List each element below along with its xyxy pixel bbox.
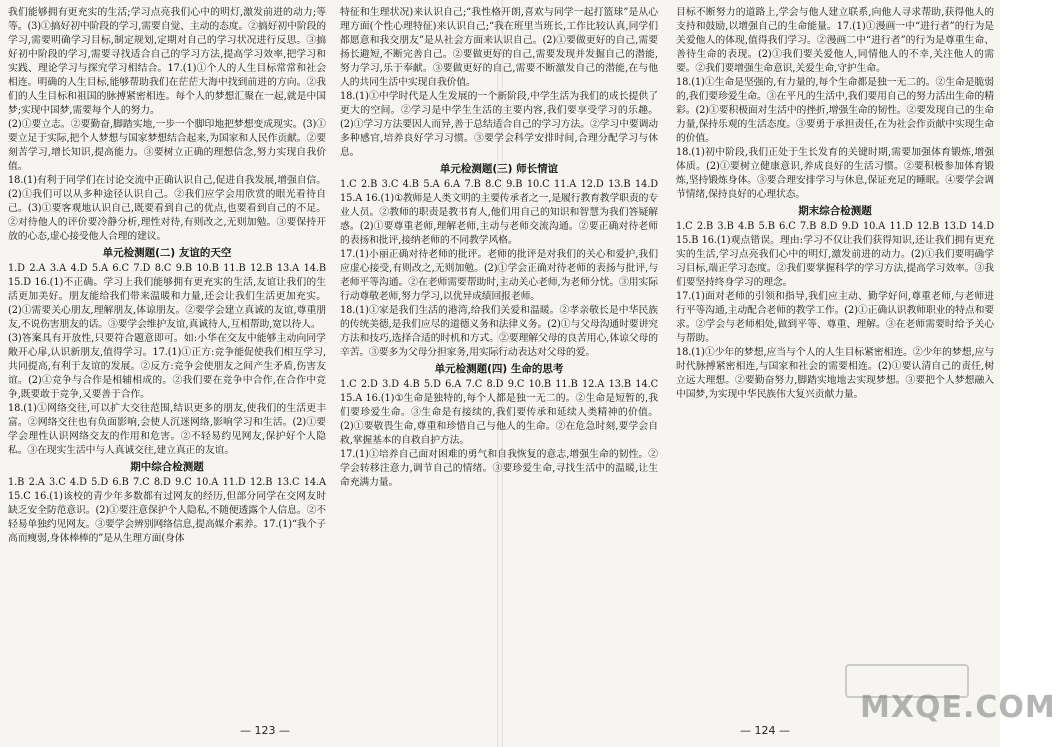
answer-paragraph: (3)答案具有开放性,只要符合题意即可。如:小华在交友中能够主动向同学敞开心扉,认识新朋友,值得学习。17.(1)①正方:竞争能促使我们相互学习,共同提高,有利于友谊的发展。②反方:竞争会使朋友之间产生矛盾,伤害友谊。(2)①竞争与合作是相辅相成的。②我们要在竞争中合作,在合作中竞争,既要敢于竞争,又要善于合作。 [8, 333, 326, 400]
right-page-column [676, 6, 994, 718]
middle-column [340, 6, 658, 718]
answer-paragraph: 18.(1)①少年的梦想,应当与个人的人生目标紧密相连。②少年的梦想,应与时代脉搏紧密相连,与国家和社会的需要相连。(2)①要认清自己的责任,树立远大理想。②要勤奋努力,脚踏实地地去实现梦想。③要把个人梦想融入中国梦,为实现中华民族伟大复兴贡献力量。 [676, 347, 994, 400]
answer-paragraph: 我们能够拥有更充实的生活;学习点亮我们心中的明灯,激发前进的动力;等等。(3)①搞好初中阶段的学习,需要自觉、主动的态度。②搞好初中阶段的学习,需要明确学习目标,制定规划,定期对自己的学习状况进行反思。③搞好初中阶段的学习,需要寻找适合自己的学习方法,提高学习效率,把学习和实践、理论学习与探究学习相结合。17.(1)①个人的人生目标常常和社会相连。明确的人生目标,能够帮助我们在茫茫大海中找到前进的方向。②我们的人生目标和祖国的脉搏紧密相连。每个人的梦想汇聚在一起,就是中国梦;实现中国梦,需要每个人的努力。 [8, 7, 326, 116]
answer-paragraph: 18.(1)初中阶段,我们正处于生长发育的关键时期,需要加强体育锻炼,增强体质。(2)①要树立健康意识,养成良好的生活习惯。②要积极参加体育锻炼,坚持锻炼身体。③要合理安排学习与休息,保证充足的睡眠。④要学会调节情绪,保持良好的心理状态。 [676, 147, 994, 200]
section-heading: 单元检测题(三) 师长情谊 [439, 163, 559, 175]
section-heading: 单元检测题(四) 生命的思考 [434, 363, 564, 375]
answer-paragraph: 18.(1)①生命是坚强的,有力量的,每个生命都是独一无二的。②生命是脆弱的,我们要珍爱生命。③在平凡的生活中,我们要用自己的努力活出生命的精彩。(2)①要积极面对生活中的挫折,增强生命的韧性。②要发现自己的生命力量,保持乐观的生活态度。③要勇于承担责任,在为社会作贡献中实现生命的价值。 [676, 77, 994, 144]
answer-paragraph: 1.C 2.D 3.D 4.B 5.D 6.A 7.C 8.D 9.C 10.B 11.B 12.A 13.B 14.C 15.A 16.(1)①生命是独特的,每个人都是独一无二的。②生命是短暂的,我们要珍爱生命。③生命是有接续的,我们要传承和延续人类精神的价值。(2)①要敬畏生命,尊重和珍惜自己与他人的生命。②在危急时刻,要学会自救,掌握基本的自救自护方法。 [340, 379, 658, 446]
answer-paragraph: 18.(1)①家是我们生活的港湾,给我们关爱和温暖。②孝亲敬长是中华民族的传统美德,是我们应尽的道德义务和法律义务。(2)①与父母沟通时要讲究方法和技巧,选择合适的时机和方式。②要理解父母的良苦用心,体谅父母的辛苦。③要多为父母分担家务,用实际行动表达对父母的爱。 [340, 305, 658, 358]
section-heading: 期末综合检测题 [798, 205, 872, 217]
answer-paragraph: 目标不断努力的道路上,学会与他人建立联系,向他人寻求帮助,获得他人的支持和鼓励,以增强自己的生命能量。17.(1)①漫画一中“进行者”的行为是关爱他人的体现,值得我们学习。②漫画二中“进行者”的行为是尊重生命、善待生命的表现。(2)①我们要关爱他人,同情他人的不幸,关注他人的需要。②我们要增强生命意识,关爱生命,守护生命。 [676, 7, 994, 74]
answer-paragraph: 1.C 2.B 3.B 4.B 5.B 6.C 7.B 8.D 9.D 10.A 11.D 12.B 13.D 14.D 15.B 16.(1)观点错误。理由:学习不仅让我们获得知识,还让我们拥有更充实的生活,学习点亮我们心中的明灯,激发前进的动力。(2)①我们要明确学习目标,端正学习态度。②我们要掌握科学的学习方法,提高学习效率。③我们要坚持终身学习的理念。 [676, 221, 994, 288]
answer-paragraph: 18.(1)①网络交往,可以扩大交往范围,结识更多的朋友,使我们的生活更丰富。②网络交往也有负面影响,会使人沉迷网络,影响学习和生活。(2)①要学会理性认识网络交友的作用和危害。②不轻易约见网友,保护好个人隐私。③在现实生活中与人真诚交往,建立真正的友谊。 [8, 403, 326, 456]
answer-paragraph: 1.C 2.B 3.C 4.B 5.A 6.A 7.B 8.C 9.B 10.C 11.A 12.D 13.B 14.D 15.A 16.(1)①教师是人类文明的主要传承者之一,是履行教育教学职责的专业人员。②教师的职责是教书育人,他们用自己的知识和智慧为我们答疑解惑。(2)①要尊重老师,理解老师,主动与老师交流沟通。②要正确对待老师的表扬和批评,接纳老师的不同教学风格。 [340, 179, 658, 246]
answer-paragraph: 18.(1)①中学时代是人生发展的一个新阶段,中学生活为我们的成长提供了更大的空间。②学习是中学生生活的主要内容,我们要享受学习的乐趣。(2)①学习方法要因人而异,善于总结适合自己的学习方法。②学习中要调动多种感官,培养良好学习习惯。③要学会科学安排时间,合理分配学习与休息。 [340, 91, 658, 158]
section-heading: 单元检测题(二) 友谊的天空 [102, 247, 232, 259]
answer-paragraph: 特征和生理状况)来认识自己;“我性格开朗,喜欢与同学一起打篮球”是从心理方面(个性心理特征)来认识自己;“我在班里当班长,工作比较认真,同学们都愿意和我交朋友”是从社会方面来认识自己。(2)①要做更好的自己,需要扬长避短,不断完善自己。②要做更好的自己,需要发现并发掘自己的潜能,努力学习,乐于奉献。③要做更好的自己,需要不断激发自己的潜能,在与他人的共同生活中实现自我价值。 [340, 7, 658, 88]
section-heading: 期中综合检测题 [130, 461, 204, 473]
answer-paragraph: (2)①要立志。②要勤奋,脚踏实地,一步一个脚印地把梦想变成现实。(3)①要立足于实际,把个人梦想与国家梦想结合起来,为国家和人民作贡献。②要刻苦学习,增长知识,提高能力。③要树立正确的理想信念,努力实现自我价值。 [8, 119, 326, 172]
answer-paragraph: 17.(1)小丽正确对待老师的批评。老师的批评是对我们的关心和爱护,我们应虚心接受,有则改之,无则加勉。(2)①学会正确对待老师的表扬与批评,与老师平等沟通。②在老师需要帮助时,主动关心老师,为老师分忧。③用实际行动尊敬老师,努力学习,以优异成绩回报老师。 [340, 249, 658, 302]
answer-paragraph: 18.(1)有利于同学们在讨论交流中正确认识自己,促进自我发展,增强自信。(2)①我们可以从多种途径认识自己。②我们应学会用欣赏的眼光看待自己。(3)①要客观地认识自己,既要看到自己的优点,也要看到自己的不足。②对待他人的评价要冷静分析,理性对待,有则改之,无则加勉。③要保持开放的心态,虚心接受他人合理的建议。 [8, 175, 326, 242]
page-number-right: — 124 — [740, 724, 790, 737]
left-page-column [8, 6, 326, 718]
answer-paragraph: 17.(1)①培养自己面对困难的勇气和自我恢复的意志,增强生命的韧性。②学会转移注意力,调节自己的情绪。③要珍爱生命,寻找生活中的温暖,让生命充满力量。 [340, 449, 658, 488]
answer-paragraph: 1.D 2.A 3.A 4.D 5.A 6.C 7.D 8.C 9.B 10.B 11.B 12.B 13.A 14.B 15.D 16.(1)不正确。学习上我们能够拥有更充实的生活,友谊让我们的生活更加美好。朋友能给我们带来温暖和力量,还会让我们生活更加充实。(2)①需要关心朋友,理解朋友,体谅朋友。②要学会建立真诚的友谊,尊重朋友,不说伤害朋友的话。③要学会维护友谊,真诚待人,互相帮助,宽以待人。 [8, 263, 326, 330]
answer-paragraph: 17.(1)面对老师的引领和指导,我们应主动、勤学好问,尊重老师,与老师进行平等沟通,主动配合老师的教学工作。(2)①正确认识教师职业的特点和要求。②学会与老师相处,做到平等、尊重、理解。③在老师需要时给予关心与帮助。 [676, 291, 994, 344]
answer-paragraph: 1.B 2.A 3.C 4.D 5.D 6.B 7.C 8.D 9.C 10.A 11.D 12.B 13.C 14.A 15.C 16.(1)该校的青少年多数都有过网友的经历,但部分同学在交网友时缺乏安全防范意识。(2)①要注意保护个人隐私,不随便透露个人信息。②不轻易单独约见网友。③要学会辨别网络信息,提高媒介素养。17.(1)“我个子高而瘦弱,身体棒棒的”是从生理方面(身体 [8, 477, 326, 544]
watermark-logo: MXQE.COM [860, 690, 1056, 725]
page-number-left: — 123 — [240, 724, 290, 737]
